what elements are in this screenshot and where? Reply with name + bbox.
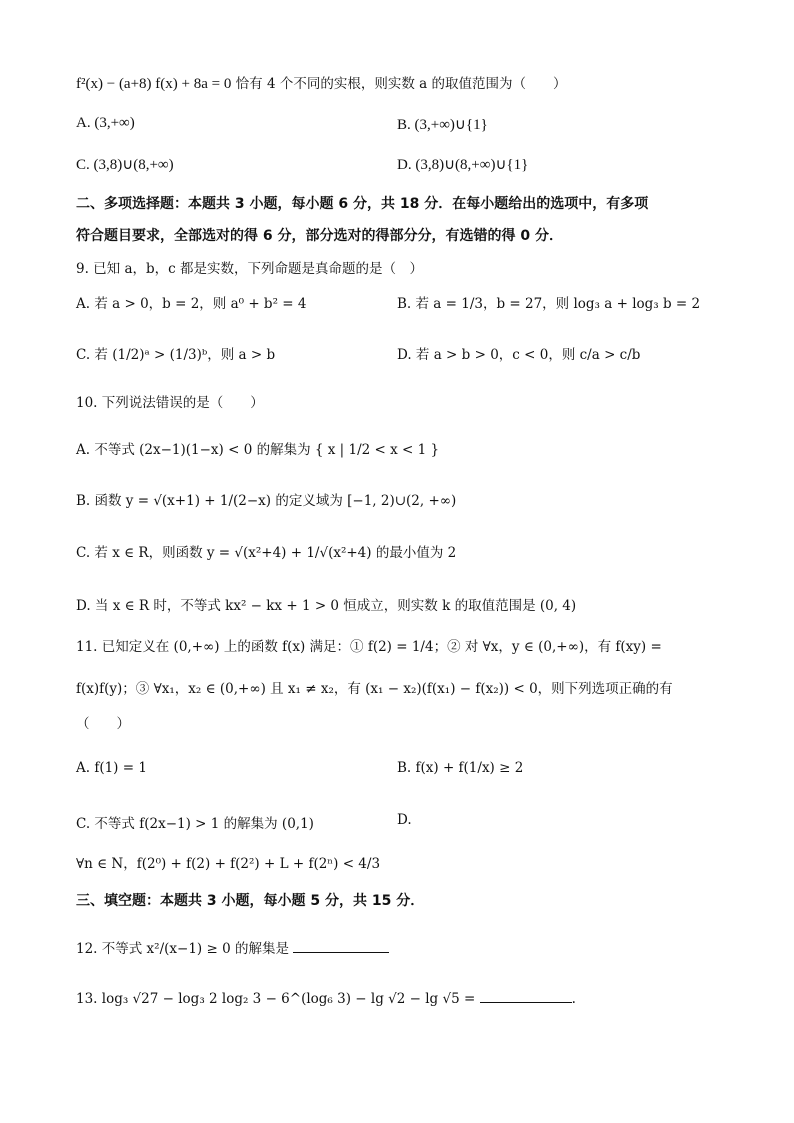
section2-heading-line1: 二、多项选择题：本题共 3 小题，每小题 6 分，共 18 分．在每小题给出的选项中，有多项: [76, 196, 649, 212]
q13-answer-blank[interactable]: [480, 988, 572, 1003]
q9-option-b: B. 若 a = 1/3，b = 27，则 log₃ a + log₃ b = 2: [397, 296, 701, 312]
q11-stem-line2: f(x)f(y)；③ ∀x₁，x₂ ∈ (0,+∞) 且 x₁ ≠ x₂，有 (x₁ − x₂)(f(x₁) − f(x₂)) < 0，则下列选项正确的有: [76, 681, 673, 697]
q12-question: [76, 937, 389, 957]
q11-stem-line1: 11. 已知定义在 (0,+∞) 上的函数 f(x) 满足：① f(2) = 1/4；② 对 ∀x，y ∈ (0,+∞)，有 f(xy) =: [76, 639, 662, 655]
q12-text: 12. 不等式 x²/(x−1) ≥ 0 的解集是: [76, 941, 289, 957]
q8-stem-text: 恰有 4 个不同的实根，则实数 a 的取值范围为（ ）: [231, 76, 567, 92]
q10-stem: 10. 下列说法错误的是（ ）: [76, 395, 264, 411]
section2-heading-line2: 符合题目要求，全部选对的得 6 分，部分选对的得部分分，有选错的得 0 分．: [76, 228, 563, 244]
q8-option-c: C. (3,8)∪(8,+∞): [76, 157, 174, 173]
q9-stem: 9. 已知 a，b，c 都是实数，下列命题是真命题的是（ ）: [76, 261, 424, 277]
q13-end: .: [571, 991, 576, 1007]
q11-option-a: A. f(1) = 1: [76, 760, 147, 776]
q12-answer-blank[interactable]: [293, 938, 389, 953]
q11-option-b: B. f(x) + f(1/x) ≥ 2: [397, 760, 524, 776]
q10-option-b: B. 函数 y = √(x+1) + 1/(2−x) 的定义域为 [−1, 2)∪(2, +∞): [76, 493, 457, 509]
q11-option-d-content: ∀n ∈ N，f(2⁰) + f(2) + f(2²) + L + f(2ⁿ) < 4/3: [76, 856, 381, 872]
section3-heading: 三、填空题：本题共 3 小题，每小题 5 分，共 15 分．: [76, 893, 425, 909]
q8-option-d: D. (3,8)∪(8,+∞)∪{1}: [397, 157, 529, 173]
q8-option-b: B. (3,+∞)∪{1}: [397, 117, 488, 133]
q11-option-d: D.: [397, 812, 412, 828]
q13-text: 13. log₃ √27 − log₃ 2 log₂ 3 − 6^(log₆ 3) − lg √2 − lg √5 =: [76, 991, 476, 1007]
q10-option-c: C. 若 x ∈ R，则函数 y = √(x²+4) + 1/√(x²+4) 的最小值为 2: [76, 545, 457, 561]
q11-stem-line3: （ ）: [76, 716, 130, 732]
q9-option-d: D. 若 a > b > 0，c < 0，则 c/a > c/b: [397, 347, 641, 363]
q9-option-c: C. 若 (1/2)ᵃ > (1/3)ᵇ，则 a > b: [76, 347, 276, 363]
q8-equation: f²(x) − (a+8) f(x) + 8a = 0: [76, 76, 232, 92]
q10-option-a: A. 不等式 (2x−1)(1−x) < 0 的解集为 { x | 1/2 < x < 1 }: [76, 442, 440, 458]
q11-option-c: C. 不等式 f(2x−1) > 1 的解集为 (0,1): [76, 816, 314, 832]
q13-question: [76, 988, 576, 1007]
q9-option-a: A. 若 a > 0，b = 2，则 a⁰ + b² = 4: [76, 296, 307, 312]
q10-option-d: D. 当 x ∈ R 时，不等式 kx² − kx + 1 > 0 恒成立，则实数 k 的取值范围是 (0, 4): [76, 598, 577, 614]
q8-stem: [76, 72, 566, 93]
q8-option-a: A. (3,+∞): [76, 115, 135, 131]
